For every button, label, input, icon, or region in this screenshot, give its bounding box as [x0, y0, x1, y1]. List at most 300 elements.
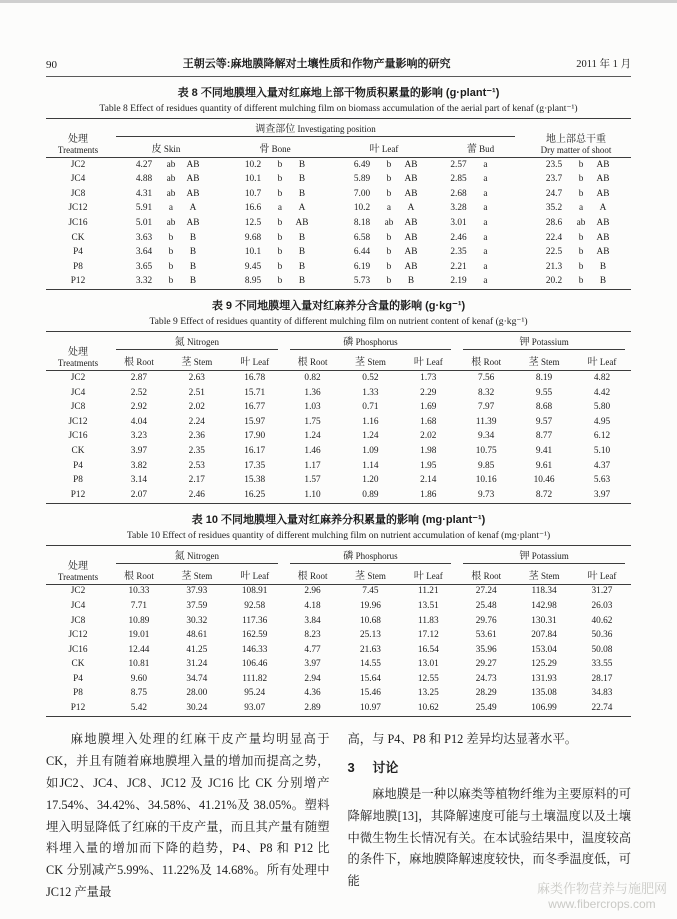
- table10-cell: 28.17: [591, 673, 613, 684]
- table9-cell: 8.68: [535, 402, 553, 413]
- table9-cell: 7.56: [478, 372, 495, 383]
- table10-cell: 28.29: [475, 688, 497, 699]
- table10-cell: 12.55: [417, 673, 439, 684]
- table9-cell: 3.14: [130, 475, 148, 486]
- table10-cell: 3.97: [304, 659, 321, 670]
- potassium-label-zh: 钾: [519, 337, 530, 349]
- table8-cell: 10.1 b B: [244, 174, 306, 185]
- table9-cell: 2.02: [420, 431, 437, 442]
- treatment-label: JC8: [70, 615, 86, 626]
- table9-cell: 10.16: [475, 475, 497, 486]
- bud-label-en: Bud: [479, 144, 495, 154]
- table8-cell: 2.85 a: [450, 174, 488, 185]
- table10-row: [46, 701, 631, 716]
- watermark-url: www.fibercrops.com: [548, 897, 656, 912]
- table10-col-stem-p: 茎 Stem: [342, 566, 400, 585]
- table10-cell: 10.89: [128, 615, 150, 626]
- table9-row: [46, 474, 631, 489]
- leaf-label-zh: 叶: [369, 144, 380, 155]
- potassium-label-zh: 钾: [519, 550, 530, 562]
- table10-cell: 34.74: [186, 673, 208, 684]
- section-heading-discussion: [348, 760, 632, 777]
- table9-row: [46, 444, 631, 459]
- table-10: [46, 545, 631, 717]
- table9-cell: 1.36: [304, 387, 321, 398]
- table10-cell: 106.99: [531, 703, 557, 714]
- table10-col-root-p: 根 Root: [284, 566, 342, 585]
- table10-cell: 162.59: [241, 630, 268, 641]
- table10-cell: 2.96: [304, 586, 321, 597]
- treatment-label: P4: [73, 460, 83, 471]
- table10-cell: 135.08: [531, 688, 557, 699]
- table9-col-stem-p: 茎 Stem: [342, 352, 400, 371]
- table9-cell: 1.69: [420, 402, 437, 413]
- treatment-label: P12: [70, 489, 86, 500]
- table9-cell: 9.41: [535, 445, 553, 456]
- table9-cell: 10.46: [533, 475, 555, 486]
- table9-col-leaf-p: 叶 Leaf: [399, 352, 457, 371]
- table9-cell: 2.46: [188, 489, 205, 500]
- skin-label-en: Skin: [163, 144, 181, 154]
- table8-row: [46, 187, 631, 202]
- table8-cell: 9.68 b B: [244, 232, 306, 243]
- paragraph: 麻地膜埋入处理的红麻干皮产量均明显高于CK，并且有随着麻地膜埋入量的增加而提高之势，如JC2、JC4、JC8、JC12 及 JC16 比 CK 分别增产 17.54%、34.42%、34.58%、41.21%及 38.05%。塑料埋入明显降低了红麻的干皮产量，而且其产量有随塑料埋入量的增加而下降的趋势，P4、P8 和 P12 比 CK 分别减产5.99%、11.22%及 14.68%。所有处理中 JC12 产量最: [46, 732, 330, 900]
- table9-group-potassium: [457, 332, 631, 353]
- table8-body: [46, 158, 631, 290]
- table10-cell: 8.23: [304, 630, 321, 641]
- table8-cell: 4.31 ab AB: [135, 188, 200, 199]
- table9-cell: 9.34: [478, 431, 495, 442]
- table9-cell: 16.25: [244, 489, 266, 500]
- table9-cell: 2.17: [188, 475, 205, 486]
- table10-cell: 117.36: [242, 615, 268, 626]
- table10-cell: 9.60: [130, 673, 148, 684]
- table9-cell: 17.35: [244, 460, 266, 471]
- table10-col-leaf-p: 叶 Leaf: [399, 566, 457, 585]
- issue-date: 2011 年 1 月: [576, 59, 631, 70]
- table9-row: [46, 415, 631, 430]
- treatments-label-en: Treatments: [57, 358, 99, 369]
- table10-cell: 35.96: [475, 644, 497, 655]
- table10-cell: 2.94: [304, 673, 321, 684]
- table10-cell: 37.93: [186, 586, 208, 597]
- table10-cell: 131.93: [531, 673, 557, 684]
- table10-cell: 27.24: [475, 586, 497, 597]
- table8-cell: 10.2 a A: [353, 203, 415, 214]
- page-content: [0, 55, 677, 904]
- table8-col-bud: [440, 139, 521, 158]
- table8-cell: 3.63 b B: [135, 232, 197, 243]
- table8-group-investigating-position: [110, 119, 521, 140]
- table8-cell: 10.1 b B: [244, 247, 306, 258]
- nitrogen-label-en: Nitrogen: [186, 550, 219, 561]
- table-9: [46, 331, 631, 503]
- table10-cell: 21.63: [359, 644, 381, 655]
- table8-cell: 3.64 b B: [135, 247, 197, 258]
- table8-row: [46, 260, 631, 275]
- potassium-label-en: Potassium: [531, 550, 569, 561]
- table10-cell: 130.31: [531, 615, 557, 626]
- running-title: 王朝云等:麻地膜降解对土壤性质和作物产量影响的研究: [182, 58, 451, 70]
- table8-cell: 2.46 a: [450, 232, 488, 243]
- table8-cell: 20.2 b B: [545, 276, 607, 287]
- table10-cell: 29.27: [475, 659, 497, 670]
- table10-cell: 12.44: [128, 644, 150, 655]
- table9-cell: 16.78: [244, 372, 266, 383]
- table9-cell: 1.73: [420, 372, 437, 383]
- table10-cell: 15.46: [359, 688, 381, 699]
- table10-cell: 37.59: [186, 600, 208, 611]
- table10-cell: 17.12: [417, 630, 439, 641]
- table10-cell: 11.21: [418, 586, 439, 597]
- table9-cell: 2.07: [130, 489, 148, 500]
- treatment-label: JC4: [70, 387, 86, 398]
- table10-row: [46, 614, 631, 629]
- table10-cell: 16.54: [417, 644, 439, 655]
- table9-cell: 1.20: [362, 475, 379, 486]
- nitrogen-label-zh: 氮: [174, 550, 185, 562]
- table9-cell: 15.71: [244, 387, 266, 398]
- table10-row: [46, 687, 631, 702]
- table8-cell: 2.35 a: [450, 247, 488, 258]
- treatment-label: P4: [73, 673, 83, 684]
- table10-group-phosphorus: [284, 545, 458, 566]
- treatment-label: P8: [73, 475, 83, 486]
- table10-header: [46, 545, 631, 584]
- table8-cell: 21.3 b B: [545, 261, 607, 272]
- treatment-label: JC16: [68, 431, 88, 442]
- table8-cell: 5.01 ab AB: [135, 218, 200, 229]
- table8-col-bone: [222, 139, 328, 158]
- table10-cell: 10.62: [417, 703, 439, 714]
- table8-cell: 7.00 b AB: [353, 188, 418, 199]
- table9-cell: 1.95: [420, 460, 437, 471]
- table9-cell: 1.24: [304, 431, 321, 442]
- treatment-label: JC4: [70, 600, 86, 611]
- table8-cell: 5.73 b B: [353, 276, 415, 287]
- table10-cell: 40.62: [591, 615, 613, 626]
- table10-cell: 142.98: [531, 600, 557, 611]
- body-text: [46, 729, 631, 904]
- table10-col-root-n: 根 Root: [110, 566, 168, 585]
- table9-cell: 8.72: [535, 489, 553, 500]
- table9-header: [46, 332, 631, 371]
- table10-body: [46, 584, 631, 716]
- table8-cell: 8.18 ab AB: [353, 218, 418, 229]
- treatment-label: JC2: [70, 159, 86, 170]
- table10-cell: 41.25: [186, 644, 208, 655]
- treatments-label-en: Treatments: [57, 145, 99, 155]
- table8-cell: 3.32 b B: [135, 276, 197, 287]
- table9-cell: 16.77: [244, 402, 266, 413]
- table10-cell: 4.18: [304, 600, 321, 611]
- table8-cell: 2.68 a: [450, 188, 488, 199]
- table10-cell: 10.33: [128, 586, 150, 597]
- table8-col-leaf: [328, 139, 440, 158]
- table10-row: [46, 643, 631, 658]
- table10-cell: 111.82: [242, 673, 268, 684]
- section-number: 3: [347, 759, 355, 775]
- shoot-label-en: Dry matter of shoot: [540, 145, 612, 155]
- table8-col-dry-matter: [521, 119, 631, 158]
- table9-cell: 1.24: [362, 431, 379, 442]
- table8-cell: 10.7 b B: [244, 188, 306, 199]
- table9-cell: 0.52: [362, 372, 379, 383]
- table10-cell: 19.96: [359, 600, 381, 611]
- table8-row: [46, 231, 631, 246]
- table10-group-nitrogen: [110, 545, 284, 566]
- skin-label-zh: 皮: [151, 144, 162, 155]
- table10-cell: 25.48: [475, 600, 497, 611]
- table8-cell: 23.5 b AB: [545, 159, 610, 170]
- table8-cell: 4.27 ab AB: [135, 159, 200, 170]
- table9-cell: 1.10: [304, 489, 321, 500]
- table9-cell: 9.61: [535, 460, 553, 471]
- table8-cell: 2.19 a: [450, 276, 488, 287]
- table10-cell: 7.45: [362, 586, 379, 597]
- table9-cell: 0.89: [362, 489, 379, 500]
- table10-cell: 108.91: [241, 586, 268, 597]
- treatments-label-zh: 处理: [68, 134, 88, 145]
- table9-cell: 2.63: [188, 372, 205, 383]
- treatment-label: P8: [73, 261, 83, 272]
- table9-cell: 7.97: [478, 402, 495, 413]
- table9-cell: 2.53: [188, 460, 205, 471]
- treatment-label: JC16: [68, 644, 88, 655]
- table8-cell: 6.19 b AB: [353, 261, 418, 272]
- table9-cell: 15.38: [244, 475, 266, 486]
- table9-col-root-n: 根 Root: [110, 352, 168, 371]
- table9-cell: 4.42: [593, 387, 611, 398]
- treatment-label: JC12: [68, 416, 88, 427]
- table10-cell: 31.27: [591, 586, 613, 597]
- table9-cell: 0.71: [362, 402, 379, 413]
- table10-cell: 10.81: [128, 659, 150, 670]
- table9-row: [46, 488, 631, 503]
- table8-cell: 6.58 b AB: [353, 232, 418, 243]
- table9-cell: 2.14: [420, 475, 437, 486]
- table9-cell: 9.73: [478, 489, 495, 500]
- table9-row: [46, 430, 631, 445]
- table8-cell: 22.5 b AB: [545, 247, 610, 258]
- table8-header: [46, 119, 631, 158]
- table9-cell: 1.16: [362, 416, 379, 427]
- table9-cell: 2.92: [130, 402, 148, 413]
- table9-cell: 5.10: [593, 445, 611, 456]
- table10-col-stem-k: 茎 Stem: [515, 566, 573, 585]
- table8-cell: 5.91 a A: [135, 203, 197, 214]
- treatment-label: CK: [71, 659, 85, 670]
- table10-cell: 8.75: [130, 688, 148, 699]
- table9-cell: 3.82: [130, 460, 148, 471]
- table9-cell: 1.86: [420, 489, 437, 500]
- table9-cell: 1.14: [362, 460, 379, 471]
- table9-cell: 16.17: [244, 445, 266, 456]
- table9-cell: 0.82: [304, 372, 321, 383]
- table8-col-skin: [110, 139, 222, 158]
- shoot-label-zh: 地上部总干重: [546, 134, 607, 145]
- table10-cell: 95.24: [244, 688, 266, 699]
- table8-cell: 12.5 b AB: [244, 218, 309, 229]
- table10-cell: 13.01: [417, 659, 439, 670]
- table8-row: [46, 216, 631, 231]
- table10-cell: 106.46: [241, 659, 268, 670]
- table9-cell: 4.04: [130, 416, 148, 427]
- table10-cell: 118.34: [531, 586, 557, 597]
- table9-col-stem-k: 茎 Stem: [515, 352, 573, 371]
- treatment-label: JC12: [68, 630, 88, 641]
- table9-body: [46, 371, 631, 503]
- table10-row: [46, 658, 631, 673]
- table10-cell: 13.51: [417, 600, 439, 611]
- treatment-label: JC8: [70, 402, 86, 413]
- table8-cell: 22.4 b AB: [545, 232, 610, 243]
- table8-cell: 6.44 b AB: [353, 247, 418, 258]
- bone-label-zh: 骨: [259, 144, 270, 155]
- table8-cell: 24.7 b AB: [545, 188, 610, 199]
- table9-cell: 2.87: [130, 372, 148, 383]
- nitrogen-label-zh: 氮: [174, 337, 185, 349]
- table9-group-nitrogen: [110, 332, 284, 353]
- table8-cell: 23.7 b AB: [545, 174, 610, 185]
- table10-cell: 4.36: [304, 688, 321, 699]
- group-label-en: Investigating position: [297, 124, 376, 134]
- table10-row: [46, 584, 631, 599]
- treatment-label: JC2: [70, 586, 86, 597]
- table10-cell: 93.07: [244, 703, 266, 714]
- table-8: [46, 118, 631, 290]
- table8-cell: 10.2 b B: [244, 159, 306, 170]
- table8-row: [46, 202, 631, 217]
- table9-col-leaf-k: 叶 Leaf: [573, 352, 631, 371]
- table9-cell: 2.36: [188, 431, 205, 442]
- table10-cell: 5.42: [130, 703, 148, 714]
- treatment-label: JC16: [68, 218, 88, 229]
- table10-cell: 10.97: [359, 703, 381, 714]
- table9-cell: 3.23: [130, 431, 148, 442]
- table8-cell: 6.49 b AB: [353, 159, 418, 170]
- table9-cell: 17.90: [244, 431, 266, 442]
- table10-cell: 50.36: [591, 630, 613, 641]
- treatments-label-en: Treatments: [57, 571, 99, 582]
- treatment-label: P4: [73, 247, 83, 258]
- table8-cell: 3.01 a: [450, 218, 488, 229]
- table10-cell: 33.55: [591, 659, 613, 670]
- table10-col-stem-n: 茎 Stem: [168, 566, 226, 585]
- treatment-label: JC2: [70, 372, 86, 383]
- table9-cell: 1.68: [420, 416, 437, 427]
- table10-cell: 153.04: [531, 644, 557, 655]
- table9-cell: 8.32: [478, 387, 495, 398]
- table9-cell: 1.33: [362, 387, 379, 398]
- table10-row: [46, 672, 631, 687]
- table9-cell: 1.57: [304, 475, 321, 486]
- potassium-label-en: Potassium: [531, 337, 569, 348]
- table9-cell: 4.95: [593, 416, 611, 427]
- table9-col-treatments: [46, 332, 110, 371]
- phosphorus-label-en: Phosphorus: [355, 550, 398, 561]
- table9-cell: 2.51: [188, 387, 205, 398]
- table9-cell: 2.29: [420, 387, 437, 398]
- body-column-left: [46, 729, 330, 904]
- table9-cell: 11.39: [475, 416, 497, 427]
- treatment-label: JC12: [68, 203, 88, 214]
- table10-cell: 50.08: [591, 644, 613, 655]
- table10-cell: 207.84: [531, 630, 557, 641]
- paragraph: 麻地膜是一种以麻类等植物纤维为主要原料的可降解地膜[13]，其降解速度可能与土壤温度以及土壤中微生物生长情况有关。在本试验结果中，温度较高的条件下，麻地膜降解速度较快，而冬季温度低，可能: [347, 786, 631, 889]
- table9-cell: 4.37: [593, 460, 611, 471]
- table10-row: [46, 599, 631, 614]
- table8-cell: 5.89 b AB: [353, 174, 418, 185]
- table8-col-treatments: [46, 119, 110, 158]
- section-title: 讨论: [372, 759, 399, 775]
- table10-cell: 146.33: [241, 644, 268, 655]
- table9-col-root-p: 根 Root: [284, 352, 342, 371]
- table8-caption-zh: 表 8 不同地膜埋入量对红麻地上部干物质积累量的影响 (g·plant⁻¹): [177, 87, 500, 99]
- bone-label-en: Bone: [271, 144, 291, 154]
- table8-cell: 28.6 ab AB: [545, 218, 610, 229]
- table9-cell: 9.55: [535, 387, 553, 398]
- table9-cell: 4.82: [593, 372, 611, 383]
- table10-cell: 34.83: [591, 688, 613, 699]
- table9-cell: 2.24: [188, 416, 205, 427]
- table10-cell: 30.24: [186, 703, 208, 714]
- table10-cell: 14.55: [359, 659, 381, 670]
- table10-cell: 25.49: [475, 703, 497, 714]
- table9-cell: 9.85: [478, 460, 495, 471]
- table8-caption-en: Table 8 Effect of residues quantity of different mulching film on biomass accumulation of the aerial part of kenaf (g·plant⁻¹): [99, 103, 578, 114]
- table9-cell: 1.17: [304, 460, 321, 471]
- table8-cell: 3.28 a: [450, 203, 488, 214]
- table9-cell: 1.09: [362, 445, 379, 456]
- table10-caption-en: Table 10 Effect of residues quantity of different mulching film on nutrient accumulation of kenaf (mg·plant⁻¹): [126, 529, 551, 541]
- table9-cell: 2.52: [130, 387, 148, 398]
- paragraph: 高，与 P4、P8 和 P12 差异均达显著水平。: [347, 732, 578, 747]
- treatment-label: P12: [70, 703, 86, 714]
- table9-cell: 3.97: [593, 489, 611, 500]
- table10-col-leaf-k: 叶 Leaf: [573, 566, 631, 585]
- table10-cell: 11.83: [418, 615, 439, 626]
- table10-row: [46, 628, 631, 643]
- table9-caption-en: Table 9 Effect of residues quantity of different mulching film on nutrient content of kenaf (g·kg⁻¹): [149, 316, 528, 328]
- table8-cell: 8.95 b B: [244, 276, 306, 287]
- table10-cell: 53.61: [475, 630, 497, 641]
- table8-cell: 35.2 a A: [545, 203, 607, 214]
- table8-cell: 4.88 ab AB: [135, 174, 200, 185]
- treatment-label: JC8: [70, 188, 86, 199]
- table8-row: [46, 246, 631, 261]
- table10-cell: 4.77: [304, 644, 321, 655]
- body-column-right: [348, 729, 632, 904]
- table9-cell: 5.80: [593, 402, 611, 413]
- table10-cell: 26.03: [591, 600, 613, 611]
- table8-cell: 2.21 a: [450, 261, 488, 272]
- treatment-label: P12: [70, 276, 86, 287]
- table10-cell: 19.01: [128, 630, 150, 641]
- table10-cell: 29.76: [475, 615, 497, 626]
- table9-cell: 15.97: [244, 416, 266, 427]
- bud-label-zh: 蕾: [466, 144, 477, 155]
- table10-cell: 22.74: [591, 703, 613, 714]
- table10-cell: 48.61: [186, 630, 208, 641]
- table9-col-leaf-n: 叶 Leaf: [226, 352, 284, 371]
- table10-cell: 10.68: [359, 615, 381, 626]
- scan-edge: [0, 0, 677, 3]
- table9-cell: 1.98: [420, 445, 437, 456]
- table8-cell: 3.65 b B: [135, 261, 197, 272]
- nitrogen-label-en: Nitrogen: [186, 337, 219, 348]
- table10-cell: 92.58: [244, 600, 266, 611]
